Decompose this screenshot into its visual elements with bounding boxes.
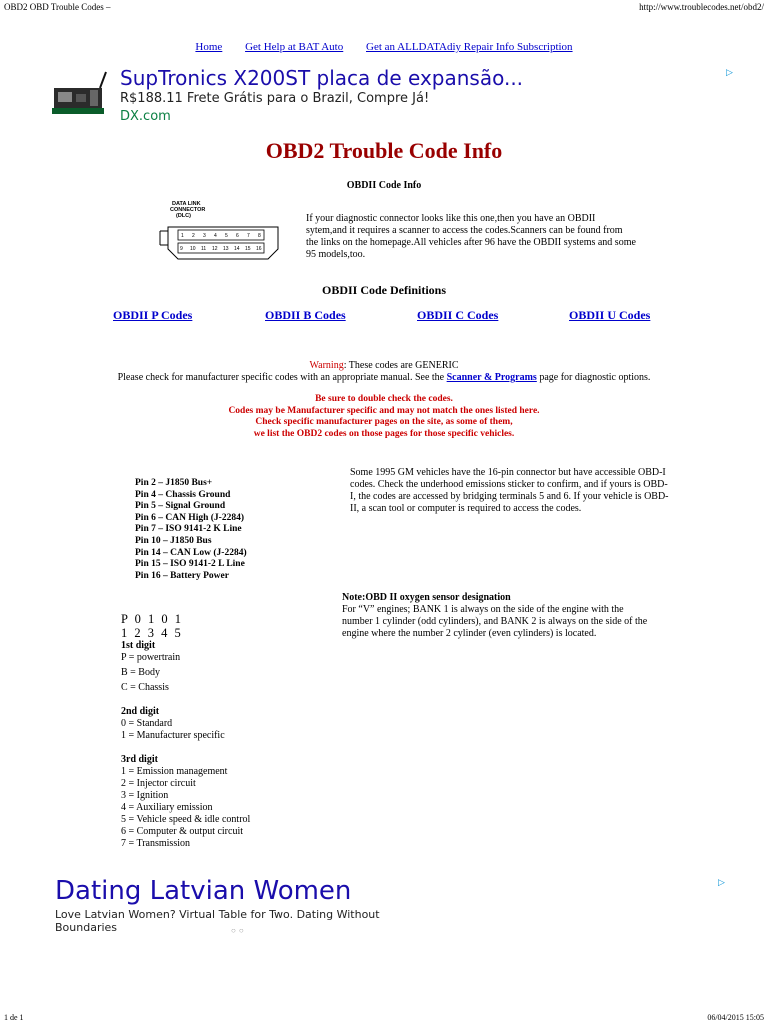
dlc-pin: 6: [236, 233, 239, 239]
dlc-pin: 12: [212, 246, 218, 252]
ad-title[interactable]: SupTronics X200ST placa de expansão...: [120, 66, 524, 90]
dlc-pin: 2: [192, 233, 195, 239]
ad-site[interactable]: DX.com: [120, 109, 171, 124]
dlc-pin: 3: [203, 233, 206, 239]
manufacturer-warning: [0, 394, 768, 440]
section-subheading: OBDII Code Info: [346, 180, 422, 191]
digit-item: C = Chassis: [121, 682, 169, 693]
page-title: OBD2 Trouble Code Info: [265, 138, 503, 163]
o2-heading: Note:OBD II oxygen sensor designation: [342, 592, 511, 603]
digit-item: P = powertrain: [121, 652, 181, 663]
warning-line2-end: page for diagnostic options.: [536, 372, 651, 383]
warning-label: Warning: [309, 360, 344, 371]
warning-line2: Please check for manufacturer specific codes with an appropriate manual. See the: [117, 372, 447, 383]
pin-item: Pin 6 – CAN High (J-2284): [135, 512, 244, 523]
dlc-pin: 8: [258, 233, 261, 239]
dlc-pin: 15: [245, 246, 251, 252]
digit-item: 3 = Ignition: [121, 790, 169, 801]
ad-banner-suptronics[interactable]: [50, 66, 740, 124]
digit-positions: 1 2 3 4 5: [121, 626, 183, 640]
intro-paragraph: If your diagnostic connector looks like this one,then you have an OBDII sytem,and it requires a scanner to access the codes.Scanners can be found from the links on the homepage.All vehicles after 96 have the OBDII systems and some 95 models,too.: [306, 213, 636, 260]
dlc-pin: 7: [247, 233, 250, 239]
digit-item: 6 = Computer & output circuit: [121, 826, 244, 837]
dlc-pin: 9: [180, 246, 183, 252]
link-u-codes[interactable]: OBDII U Codes: [569, 308, 651, 322]
digit-item: 4 = Auxiliary emission: [121, 802, 213, 813]
nav-link-bat-auto[interactable]: Get Help at BAT Auto: [245, 41, 344, 53]
print-header-title: OBD2 OBD Trouble Codes –: [4, 2, 111, 12]
ad-subtitle: Love Latvian Women? Virtual Table for Two. Dating Without Boundaries: [55, 908, 380, 934]
warning-line: Codes may be Manufacturer specific and may not match the ones listed here.: [228, 405, 540, 416]
gm-note: Some 1995 GM vehicles have the 16-pin connector but have accessible OBD-I codes. Check the underhood emissions sticker to confirm, and if yours is OBD-I, the codes are accessed by bridging terminals 5 and 6. If your vehicle is OBD-II, a scan tool or computer is required to access the codes.: [350, 467, 669, 514]
link-p-codes[interactable]: OBDII P Codes: [113, 308, 193, 322]
o2-text: For “V” engines; BANK 1 is always on the side of the engine with the number 1 cylinder (odd cylinders), and BANK 2 is always on the side of the engine where the number 2 cylinder (even cylinders) is located.: [342, 604, 648, 639]
page-counter: 1 de 1: [4, 1013, 24, 1022]
print-header-url: http://www.troublecodes.net/obd2/: [639, 2, 764, 12]
second-digit-heading: 2nd digit: [121, 706, 160, 717]
svg-text:(DLC): (DLC): [176, 213, 191, 219]
print-timestamp: 06/04/2015 15:05: [707, 1013, 764, 1022]
ad-pager-dots-icon[interactable]: ○○: [231, 926, 247, 935]
ad-banner-dating[interactable]: [55, 876, 735, 934]
pin-item: Pin 10 – J1850 Bus: [135, 535, 212, 546]
digit-item: B = Body: [121, 667, 160, 678]
digit-item: 7 = Transmission: [121, 838, 190, 849]
warning-line: Check specific manufacturer pages on the site, as some of them,: [255, 417, 513, 427]
example-code: P 0 1 0 1: [121, 612, 183, 626]
dlc-pin: 14: [234, 246, 240, 252]
warning-line: we list the OBD2 codes on those pages for those specific vehicles.: [253, 428, 515, 439]
dlc-pin: 1: [181, 233, 184, 239]
warning-notice: [0, 360, 768, 384]
third-digit-heading: 3rd digit: [121, 754, 158, 765]
ad-choices-icon[interactable]: ▷: [726, 68, 733, 78]
link-scanner-programs[interactable]: Scanner & Programs: [446, 372, 537, 383]
svg-text:CONNECTOR: CONNECTOR: [170, 207, 206, 213]
pin-item: Pin 2 – J1850 Bus+: [135, 478, 213, 488]
definitions-heading: OBDII Code Definitions: [321, 283, 446, 297]
dlc-pin: 4: [214, 233, 217, 239]
pin-item: Pin 16 – Battery Power: [135, 570, 229, 581]
digit-item: 1 = Emission management: [121, 766, 228, 777]
code-digit-breakdown: [121, 612, 250, 850]
ad-choices-icon[interactable]: ▷: [718, 878, 725, 888]
pin-item: Pin 14 – CAN Low (J-2284): [135, 547, 247, 558]
link-c-codes[interactable]: OBDII C Codes: [417, 308, 499, 322]
o2-sensor-note: [342, 592, 652, 640]
link-b-codes[interactable]: OBDII B Codes: [265, 308, 346, 322]
pin-item: Pin 5 – Signal Ground: [135, 501, 226, 512]
nav-link-home[interactable]: Home: [195, 41, 223, 53]
digit-item: 0 = Standard: [121, 718, 173, 729]
dlc-pin: 5: [225, 233, 228, 239]
warning-text: : These codes are GENERIC: [343, 360, 459, 371]
nav-link-alldata[interactable]: Get an ALLDATAdiy Repair Info Subscription: [366, 41, 573, 53]
pin-item: Pin 4 – Chassis Ground: [135, 489, 231, 500]
pin-item: Pin 7 – ISO 9141-2 K Line: [135, 524, 242, 535]
dlc-connector-diagram: [150, 197, 285, 269]
first-digit-heading: 1st digit: [121, 640, 156, 651]
digit-item: 2 = Injector circuit: [121, 778, 196, 789]
ad-title[interactable]: Dating Latvian Women: [55, 876, 352, 906]
warning-line: Be sure to double check the codes.: [315, 394, 453, 404]
dlc-pin: 11: [201, 246, 207, 252]
top-nav: [0, 41, 768, 53]
ad-subtitle: R$188.11 Frete Grátis para o Brazil, Compre Já!: [120, 91, 430, 106]
pin-list: [135, 478, 247, 582]
pin-item: Pin 15 – ISO 9141-2 L Line: [135, 559, 245, 570]
digit-item: 5 = Vehicle speed & idle control: [121, 814, 251, 825]
digit-item: 1 = Manufacturer specific: [121, 730, 225, 741]
product-board-image: [50, 70, 110, 120]
dlc-pin: 16: [256, 246, 262, 252]
dlc-label: DATA LINK: [172, 201, 201, 207]
dlc-pin: 10: [190, 246, 196, 252]
dlc-pin: 13: [223, 246, 229, 252]
